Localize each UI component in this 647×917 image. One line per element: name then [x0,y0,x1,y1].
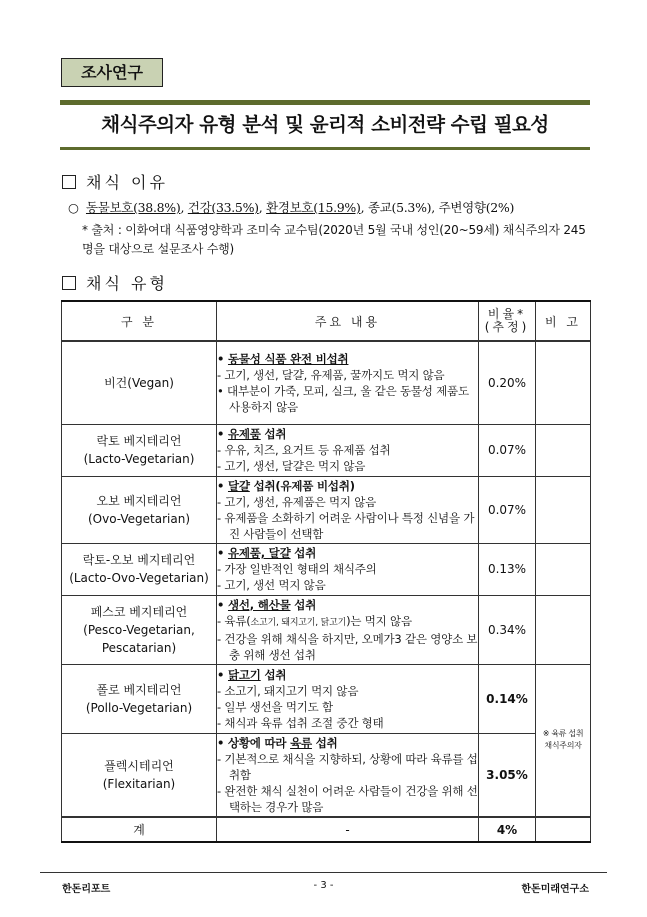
footer-right: 한돈미래연구소 [521,884,589,895]
total-content: - [217,817,479,842]
title-top-rule [60,100,590,105]
reason-item: 건강(33.5%), [187,200,267,215]
header-note: 비 고 [536,301,591,341]
reason-item: 주변영향(2%) [438,200,515,215]
type-name: 페스코 베지테리언 (Pesco-Vegetarian, Pescatarian) [62,595,217,664]
header-rate: 비율* (추정) [479,301,536,341]
main-point: • 생선, 해산물 섭취 [217,597,317,612]
type-note [536,341,591,424]
checkbox-square-icon [62,175,76,189]
reason-item: 동물보호(38.8%), [85,200,188,215]
detail-line: - 가장 일반적인 형태의 채식주의 [217,562,377,576]
footer-left: 한돈리포트 [62,884,111,895]
type-description [217,733,479,817]
detail-line: - 우유, 치즈, 요거트 등 유제품 섭취 [217,443,391,457]
section-heading-reasons: 채식 이유 [62,170,168,193]
type-name: 플렉시테리언 (Flexitarian) [62,733,217,817]
type-name: 락토 베지테리언 (Lacto-Vegetarian) [62,424,217,476]
table-row [62,341,591,424]
detail-line: - 일부 생선을 먹기도 함 [217,699,333,714]
type-note [536,476,591,543]
main-point: • 유제품 섭취 [217,427,287,441]
detail-line: - 소고기, 돼지고기 먹지 않음 [217,683,359,698]
type-name: 폴로 베지테리언 (Pollo-Vegetarian) [62,664,217,733]
detail-line: - 기본적으로 채식을 지향하되, 상황에 따라 육류를 섭취함 [217,751,478,782]
section-heading-types: 채식 유형 [62,271,168,294]
table-row [62,664,591,733]
main-point: • 상황에 따라 육류 섭취 [217,735,338,750]
table-row [62,476,591,543]
type-rate: 0.13% [479,543,536,595]
type-rate: 3.05% [479,733,536,817]
detail-line: - 고기, 생선, 달걀, 유제품, 꿀까지도 먹지 않음 [217,367,445,382]
table-row [62,595,591,664]
type-name: 락토-오보 베지테리언 (Lacto-Ovo-Vegetarian) [62,543,217,595]
detail-line: - 유제품을 소화하기 어려운 사람이나 특정 신념을 가진 사람들이 선택함 [217,510,475,541]
type-rate: 0.34% [479,595,536,664]
table-row [62,733,591,817]
main-point: • 동물성 식품 완전 비섭취 [217,351,349,366]
reason-item: 종교(5.3%), [367,200,439,215]
footer-rule [40,872,607,873]
reason-list [68,198,514,216]
checkbox-square-icon [62,276,76,290]
type-description [217,476,479,543]
type-name: 비건(Vegan) [62,341,217,424]
type-note [536,543,591,595]
type-description [217,341,479,424]
main-point: • 달걀 섭취(유제품 비섭취) [217,478,355,493]
type-name: 오보 베지테리언 (Ovo-Vegetarian) [62,476,217,543]
type-description [217,595,479,664]
reason-item: 환경보호(15.9%), [266,200,368,215]
table-total-row [62,817,591,842]
total-label: 계 [62,817,217,842]
type-rate: 0.20% [479,341,536,424]
detail-line: - 고기, 생선 먹지 않음 [217,578,326,592]
header-category: 구 분 [62,301,217,341]
table-row [62,424,591,476]
type-note [536,595,591,664]
type-description [217,543,479,595]
type-description [217,424,479,476]
detail-line: - 완전한 채식 실천이 어려운 사람들이 건강을 위해 선택하는 경우가 많음 [217,783,478,814]
type-rate: 0.14% [479,664,536,733]
detail-line: - 고기, 생선, 달걀은 먹지 않음 [217,459,366,473]
page-title: 채식주의자 유형 분석 및 윤리적 소비전략 수립 필요성 [101,113,549,136]
page-number: - 3 - [313,880,334,891]
source-note: * 출처 : 이화여대 식품영양학과 조미숙 교수팀(2020년 5월 국내 성인(20~59세) 채식주의자 245명을 대상으로 설문조사 수행) [82,223,586,256]
detail-line: - 채식과 육류 섭취 조절 중간 형태 [217,715,384,730]
detail-line: - 고기, 생선, 유제품은 먹지 않음 [217,494,377,509]
main-point: • 닭고기 섭취 [217,667,287,682]
vegetarian-types-table [61,300,591,843]
header-content: 주요 내용 [217,301,479,341]
merged-note: ※ 육류 섭취 채식주의자 [536,664,591,817]
type-description [217,664,479,733]
detail-line: - 건강을 위해 채식을 하지만, 오메가3 같은 영양소 보충 위해 생선 섭취 [217,631,478,662]
total-note [536,817,591,842]
type-rate: 0.07% [479,476,536,543]
type-note [536,424,591,476]
bullet-circle-icon: ○ [68,200,79,215]
category-tag: 조사연구 [61,58,163,87]
detail-line: • 대부분이 가죽, 모피, 실크, 울 같은 동물성 제품도 사용하지 않음 [217,383,469,414]
table-header-row [62,301,591,341]
title-bottom-rule [60,147,590,150]
main-point: • 유제품, 달걀 섭취 [217,546,317,560]
detail-line: - 육류(소고기, 돼지고기, 닭고기)는 먹지 않음 [217,613,412,628]
table-row [62,543,591,595]
type-rate: 0.07% [479,424,536,476]
total-rate: 4% [479,817,536,842]
